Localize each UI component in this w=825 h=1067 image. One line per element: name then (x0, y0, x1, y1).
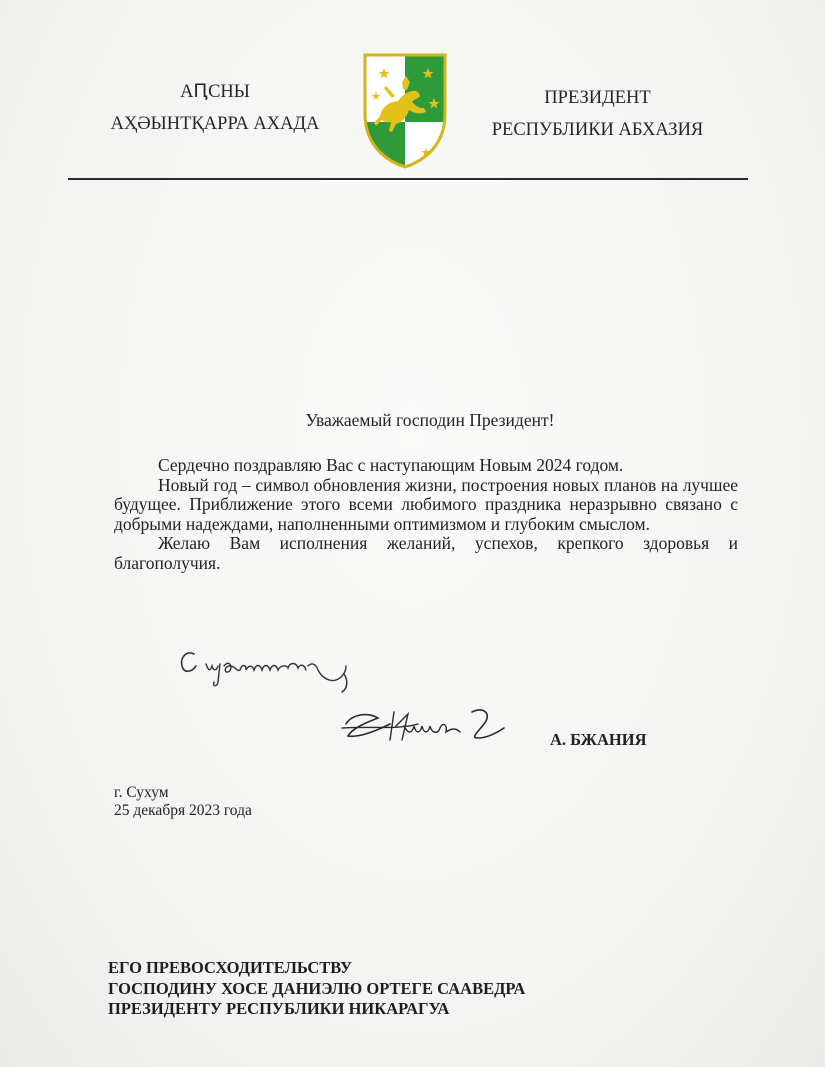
header-left-line-1: АԤСНЫ (180, 82, 250, 102)
place: г. Сухум (114, 784, 169, 801)
paragraph-2: Новый год – символ обновления жизни, построения новых планов на лучшее будущее. Приближение этого всеми любимого праздника неразрывно связано с добрыми надеждами, наполненными оптимизмом и глубоким смыслом. (114, 474, 738, 534)
letter-body (114, 456, 738, 574)
header-abkhaz (100, 76, 330, 140)
handwritten-closing (176, 636, 366, 696)
header-divider (68, 178, 748, 180)
date: 25 декабря 2023 года (114, 802, 252, 819)
paragraph-3: Желаю Вам исполнения желаний, успехов, крепкого здоровья и благополучия. (114, 533, 738, 573)
addressee-line-1: ЕГО ПРЕВОСХОДИТЕЛЬСТВУ (108, 958, 353, 977)
header-right-line-2: РЕСПУБЛИКИ АБХАЗИЯ (491, 120, 704, 140)
header-russian (480, 82, 715, 146)
signer-name: А. БЖАНИЯ (550, 730, 647, 749)
signature (338, 700, 528, 748)
salutation: Уважаемый господин Президент! (305, 410, 555, 430)
coat-of-arms-icon (362, 52, 448, 170)
paragraph-1: Сердечно поздравляю Вас с наступающим Новым 2024 годом. (158, 455, 624, 475)
addressee-block (108, 958, 525, 1020)
addressee-line-2: ГОСПОДИНУ ХОСЕ ДАНИЭЛЮ ОРТЕГЕ СААВЕДРА (108, 978, 526, 998)
header-left-line-2: АҲӘЫНТҚАРРА АХАДА (110, 114, 320, 134)
addressee-line-3: ПРЕЗИДЕНТУ РЕСПУБЛИКИ НИКАРАГУА (108, 999, 450, 1018)
header-right-line-1: ПРЕЗИДЕНТ (544, 88, 651, 108)
